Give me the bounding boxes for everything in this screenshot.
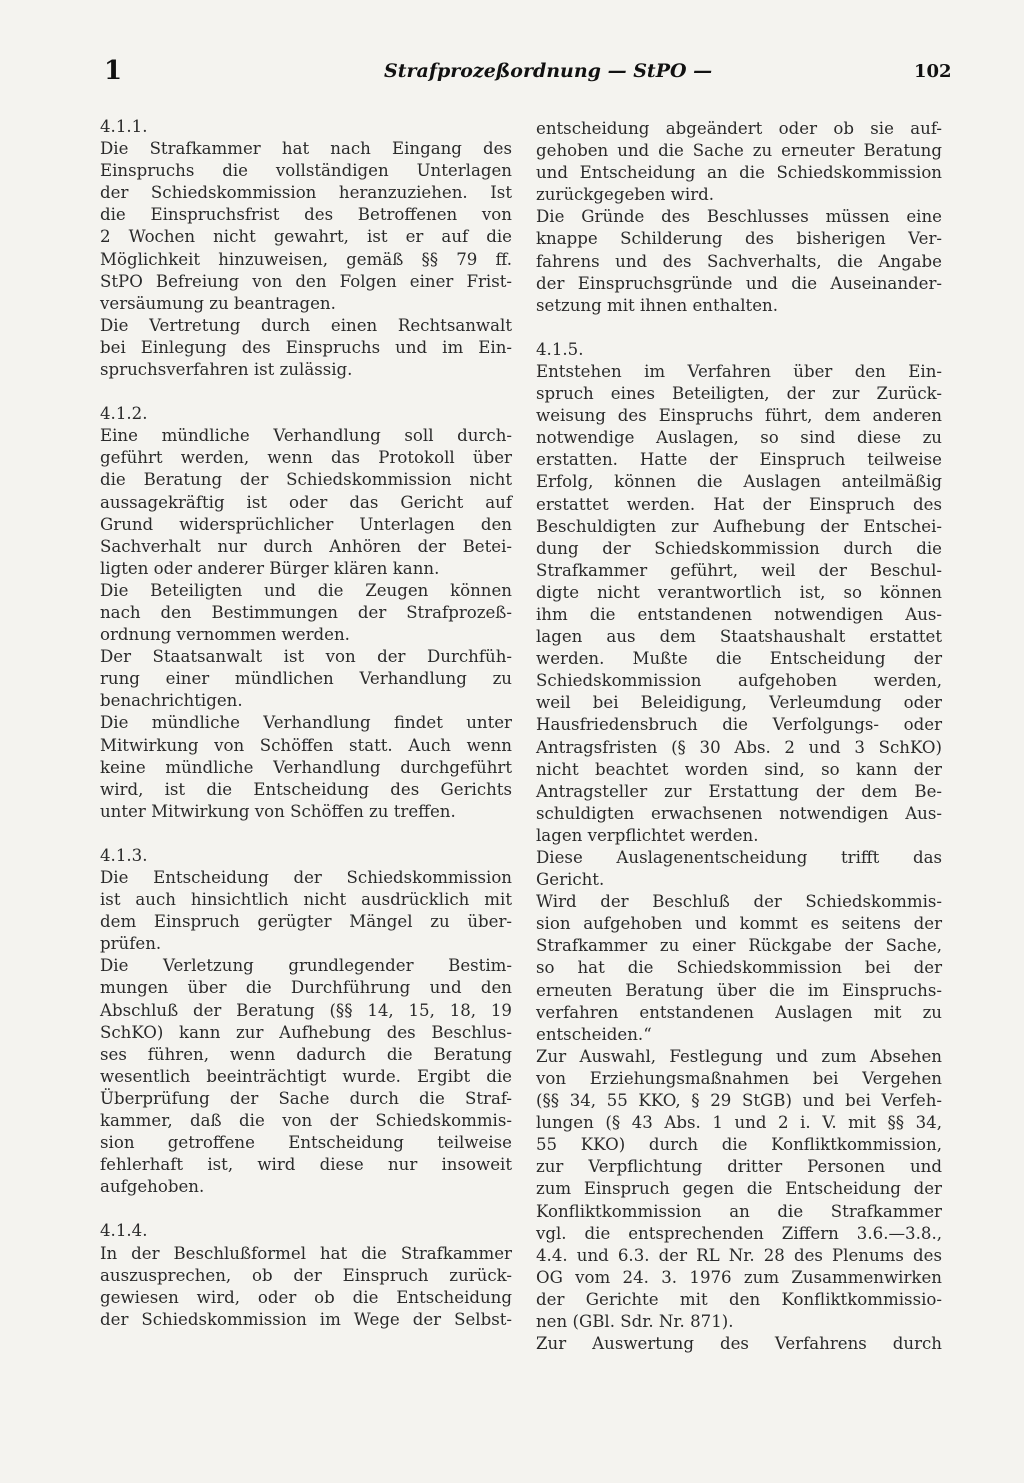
text-line: 55 KKO) durch die Konfliktkommission, [536, 1135, 942, 1155]
text-line: nach den Bestimmungen der Strafprozeß- [100, 602, 512, 622]
text-line: Die Gründe des Beschlusses müssen eine [536, 207, 942, 227]
text-line: Konfliktkommission an die Strafkammer [536, 1201, 942, 1221]
text-line: Zur Auswahl, Festlegung und zum Absehen [536, 1046, 942, 1066]
text-line: spruchsverfahren ist zulässig. [100, 360, 353, 380]
text-line: Hausfriedensbruch die Verfolgungs- oder [536, 715, 942, 735]
page-header [0, 0, 1024, 100]
paragraph-gap [100, 823, 512, 845]
text-line: nen (GBl. Sdr. Nr. 871). [536, 1311, 734, 1331]
text-line: Zur Auswertung des Verfahrens durch [536, 1334, 942, 1354]
text-line: Die Vertretung durch einen Rechtsanwalt [100, 315, 512, 335]
text-line: Mitwirkung von Schöffen statt. Auch wenn [100, 735, 512, 755]
text-line: dem Einspruch gerügter Mängel zu über- [100, 912, 512, 932]
text-line: weisung des Einspruchs führt, dem anderen [536, 406, 942, 426]
text-line: Antragsteller zur Erstattung der dem Be- [536, 781, 942, 801]
text-line: rung einer mündlichen Verhandlung zu [100, 669, 512, 689]
text-line: Schiedskommission aufgehoben werden, [536, 671, 942, 691]
text-line: zum Einspruch gegen die Entscheidung der [536, 1179, 942, 1199]
text-line: aufgehoben. [100, 1177, 205, 1197]
text-line: so hat die Schiedskommission bei der [536, 958, 942, 978]
text-line: Gericht. [536, 870, 605, 890]
text-line: die Beratung der Schiedskommission nicht [100, 470, 512, 490]
text-line: ligten oder anderer Bürger klären kann. [100, 558, 440, 578]
text-line: StPO Befreiung von den Folgen einer Frist- [100, 271, 512, 291]
text-line: unter Mitwirkung von Schöffen zu treffen. [100, 801, 456, 821]
text-line: Grund widersprüchlicher Unterlagen den [100, 514, 512, 534]
text-line: Beschuldigten zur Aufhebung der Entschei- [536, 516, 942, 536]
text-line: sion getroffene Entscheidung teilweise [100, 1133, 512, 1153]
text-line: Einspruchs die vollständigen Unterlagen [100, 161, 512, 181]
text-line: Diese Auslagenentscheidung trifft das [536, 848, 942, 867]
section-heading: 4.1.3. [100, 845, 148, 865]
text-line: 2 Wochen nicht gewahrt, ist er auf die [100, 227, 512, 247]
section-heading: 4.1.1. [100, 117, 148, 136]
text-line: geführt werden, wenn das Protokoll über [100, 448, 512, 468]
text-line: In der Beschlußformel hat die Strafkammer [100, 1243, 512, 1263]
text-line: spruch eines Beteiligten, der zur Zurück- [536, 384, 942, 404]
text-line: ses führen, wenn dadurch die Beratung [100, 1044, 512, 1064]
left-text-column [100, 116, 512, 1331]
text-line: verfahren entstandenen Auslagen mit zu [536, 1002, 942, 1022]
text-line: fehlerhaft ist, wird diese nur insoweit [100, 1155, 512, 1175]
text-line: und Entscheidung an die Schiedskommission [536, 163, 942, 183]
text-line: setzung mit ihnen enthalten. [536, 295, 778, 315]
text-line: wird, ist die Entscheidung des Gerichts [100, 779, 512, 799]
text-line: der Schiedskommission heranzuziehen. Ist [100, 183, 512, 203]
section-heading: 4.1.2. [100, 404, 148, 424]
text-line: Eine mündliche Verhandlung soll durch- [100, 426, 512, 446]
text-line: Entstehen im Verfahren über den Ein- [536, 361, 942, 381]
text-line: der Gerichte mit den Konfliktkommissio- [536, 1289, 942, 1309]
text-line: Die Verletzung grundlegender Bestim- [100, 956, 512, 976]
text-line: entscheidung abgeändert oder ob sie auf- [536, 119, 942, 138]
text-line: OG vom 24. 3. 1976 zum Zusammenwirken [536, 1267, 942, 1287]
paragraph-gap [100, 1198, 512, 1220]
text-line: lagen aus dem Staatshaushalt erstattet [536, 627, 942, 647]
text-line: werden. Mußte die Entscheidung der [536, 649, 942, 669]
text-line: die Einspruchsfrist des Betroffenen von [100, 205, 512, 225]
paragraph-gap [100, 381, 512, 403]
text-line: Die Entscheidung der Schiedskommission [100, 868, 512, 887]
text-line: weil bei Beleidigung, Verleumdung oder [536, 693, 942, 713]
text-line: gehoben und die Sache zu erneuter Beratung [536, 141, 942, 161]
text-line: fahrens und des Sachverhalts, die Angabe [536, 251, 942, 271]
section-heading: 4.1.5. [536, 339, 584, 359]
text-line: Strafkammer zu einer Rückgabe der Sache, [536, 936, 942, 956]
text-line: (§§ 34, 55 KKO, § 29 StGB) und bei Verfeh- [536, 1091, 942, 1111]
text-line: zurückgegeben wird. [536, 185, 715, 205]
text-line: auszusprechen, ob der Einspruch zurück- [100, 1265, 512, 1285]
text-line: Möglichkeit hinzuweisen, gemäß §§ 79 ff. [100, 249, 512, 269]
text-line: Wird der Beschluß der Schiedskommis- [536, 892, 942, 912]
text-line: bei Einlegung des Einspruchs und im Ein- [100, 337, 512, 357]
text-line: der Schiedskommission im Wege der Selbst- [100, 1309, 512, 1329]
text-line: vgl. die entsprechenden Ziffern 3.6.—3.8., [536, 1223, 942, 1243]
text-line: digte nicht verantwortlich ist, so können [536, 582, 942, 602]
text-line: ist auch hinsichtlich nicht ausdrücklich mit [100, 890, 512, 910]
text-line: von Erziehungsmaßnahmen bei Vergehen [536, 1068, 942, 1088]
text-line: der Einspruchsgründe und die Auseinander- [536, 273, 942, 293]
text-line: lagen verpflichtet werden. [536, 825, 759, 845]
text-line: ordnung vernommen werden. [100, 625, 350, 645]
text-line: notwendige Auslagen, so sind diese zu [536, 428, 942, 448]
text-line: Antragsfristen (§ 30 Abs. 2 und 3 SchKO) [536, 737, 942, 757]
text-line: Erfolg, können die Auslagen anteilmäßig [536, 472, 942, 492]
text-line: Der Staatsanwalt ist von der Durchfüh- [100, 647, 512, 667]
text-line: mungen über die Durchführung und den [100, 978, 512, 998]
text-line: prüfen. [100, 934, 162, 954]
text-line: SchKO) kann zur Aufhebung des Beschlus- [100, 1022, 512, 1042]
text-line: Abschluß der Beratung (§§ 14, 15, 18, 19 [100, 1000, 512, 1020]
text-line: benachrichtigen. [100, 691, 243, 711]
text-line: Sachverhalt nur durch Anhören der Betei- [100, 536, 512, 556]
text-line: schuldigten erwachsenen notwendigen Aus- [536, 803, 942, 823]
text-line: Strafkammer geführt, weil der Beschul- [536, 560, 942, 580]
chapter-number: 1 [104, 56, 123, 86]
text-line: sion aufgehoben und kommt es seitens der [536, 914, 942, 934]
text-line: Die Beteiligten und die Zeugen können [100, 580, 512, 600]
text-line: ihm die entstandenen notwendigen Aus- [536, 604, 942, 624]
text-line: dung der Schiedskommission durch die [536, 538, 942, 558]
text-line: kammer, daß die von der Schiedskommis- [100, 1111, 512, 1131]
text-line: erstatten. Hatte der Einspruch teilweise [536, 450, 942, 470]
text-line: entscheiden.“ [536, 1024, 652, 1044]
text-line: erneuten Beratung über die im Einspruchs- [536, 980, 942, 1000]
text-line: Die Strafkammer hat nach Eingang des [100, 139, 512, 159]
text-line: versäumung zu beantragen. [100, 293, 336, 313]
text-line: Überprüfung der Sache durch die Straf- [100, 1088, 512, 1108]
paragraph-gap [536, 317, 942, 339]
text-line: aussagekräftig ist oder das Gericht auf [100, 492, 512, 512]
text-line: nicht beachtet worden sind, so kann der [536, 759, 942, 779]
text-line: Die mündliche Verhandlung findet unter [100, 713, 512, 733]
right-text-column [536, 118, 942, 1355]
text-line: zur Verpflichtung dritter Personen und [536, 1157, 942, 1177]
text-line: lungen (§ 43 Abs. 1 und 2 i. V. mit §§ 34, [536, 1113, 942, 1133]
page-number: 102 [914, 61, 952, 82]
text-line: keine mündliche Verhandlung durchgeführt [100, 757, 512, 777]
running-title: Strafprozeßordnung — StPO — [384, 60, 713, 82]
text-line: wesentlich beeinträchtigt wurde. Ergibt die [100, 1066, 512, 1086]
text-line: knappe Schilderung des bisherigen Ver- [536, 229, 942, 249]
text-line: erstattet werden. Hat der Einspruch des [536, 494, 942, 514]
text-line: gewiesen wird, oder ob die Entscheidung [100, 1287, 512, 1307]
section-heading: 4.1.4. [100, 1221, 148, 1241]
text-line: 4.4. und 6.3. der RL Nr. 28 des Plenums des [536, 1245, 942, 1265]
